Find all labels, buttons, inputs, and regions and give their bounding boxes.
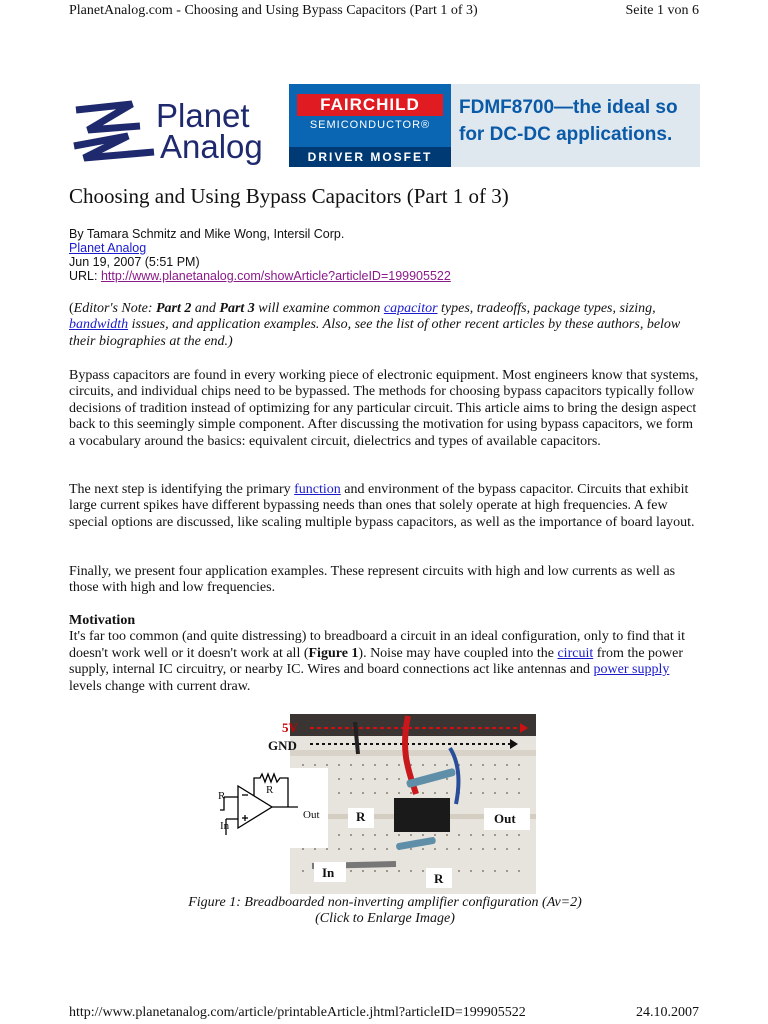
p2-text-b: and environment of the bypass capacitor. Circuits that exhibit large current spikes have different bypassing needs than ones that solely operate at high frequencies. A few special options are discussed, like scaling multiple bypass capacitors, as well as the importance of board layout.	[69, 482, 695, 530]
editors-note	[69, 301, 701, 350]
logo-line-2: Analog	[160, 128, 263, 165]
paragraph-2	[69, 482, 701, 531]
label-r-schem-top: R	[266, 784, 274, 796]
footer-url: http://www.planetanalog.com/article/printableArticle.jhtml?articleID=199905522	[69, 1005, 526, 1020]
note-text-3: issues, and application examples. Also, see the list of other recent articles by these authors, below their biographies at the end.)	[69, 317, 681, 349]
p2-text-a: The next step is identifying the primary	[69, 482, 295, 497]
function-link[interactable]: function	[294, 482, 341, 497]
logo-text	[156, 97, 263, 165]
article-url-link[interactable]: http://www.planetanalog.com/showArticle?articleID=199905522	[100, 269, 451, 283]
fairchild-sub: SEMICONDUCTOR®	[309, 119, 431, 131]
page-info: Seite 1 von 6	[625, 3, 699, 18]
doc-title: PlanetAnalog.com - Choosing and Using Bypass Capacitors (Part 1 of 3)	[69, 3, 478, 18]
motivation-heading: Motivation	[69, 613, 136, 628]
page-header	[69, 0, 699, 22]
figure-1-image[interactable]	[210, 714, 536, 894]
breadboard-illustration	[210, 714, 536, 894]
paragraph-3-text: Finally, we present four application examples. These represent circuits with high and low currents as well as those with high and low frequencies.	[69, 564, 676, 596]
page-footer	[69, 1005, 699, 1023]
ad-headline-1: FDMF8700—the ideal so	[459, 97, 678, 118]
article-meta	[69, 227, 451, 283]
label-r-photo2: R	[434, 871, 444, 886]
mot-text-a: It's far too common (and quite distressing) to breadboard a circuit in an ideal configuration, only to find that it doesn't work well or it doesn't work at all (	[69, 629, 686, 661]
note-and: and	[191, 301, 220, 316]
note-text-2: types, tradeoffs, package types, sizing,	[437, 301, 656, 316]
mot-text-c: from the power supply, internal IC circuitry, or nearby IC. Wires and board connections act like antennas and	[69, 645, 684, 678]
fairchild-brand: FAIRCHILD	[297, 94, 443, 116]
bandwidth-link[interactable]: bandwidth	[69, 317, 129, 333]
op-amp-chip	[394, 798, 450, 832]
fairchild-block	[289, 84, 451, 167]
mot-text-d: levels change with current draw.	[69, 678, 251, 694]
figure-caption-line-2[interactable]: (Click to Enlarge Image)	[315, 911, 455, 927]
paragraph-3	[69, 564, 701, 597]
driver-tag: DRIVER MOSFET	[289, 147, 451, 167]
footer-date: 24.10.2007	[636, 1005, 699, 1020]
motivation-section	[69, 613, 701, 695]
url-label: URL:	[69, 269, 101, 283]
ad-headline	[459, 94, 700, 148]
label-out-schem: Out	[303, 809, 320, 821]
paragraph-1-text: Bypass capacitors are found in every working piece of electronic equipment. Most engineers know that systems, circuits, and individual chips need to be bypassed. The methods for choosing bypass capacitors typically follow decisions of tradition instead of optimizing for any particular circuit. This article aims to bring the design aspect back to this seemingly simple component. After discussing the motivation for using bypass capacitors, we form a vocabulary around the basics: equivalent circuit, dielectrics and types of available capacitors.	[69, 368, 699, 449]
planet-analog-swoosh-icon	[70, 96, 160, 166]
source-link[interactable]: Planet Analog	[69, 241, 147, 255]
label-out-photo: Out	[494, 811, 516, 826]
label-in-schem: In	[220, 820, 230, 832]
byline: By Tamara Schmitz and Mike Wong, Intersil Corp.	[69, 227, 345, 241]
circuit-link[interactable]: circuit	[557, 645, 594, 661]
ad-headline-2: for DC-DC applications.	[459, 124, 673, 145]
label-r-photo1: R	[356, 809, 366, 824]
label-in-photo: In	[322, 865, 335, 880]
note-text-1: will examine common	[254, 301, 384, 316]
note-part2: Part 2	[156, 301, 192, 316]
figure-caption-line-1: Figure 1: Breadboarded non-inverting amplifier configuration (Av=2)	[188, 895, 582, 910]
note-label: Editor's Note:	[73, 301, 156, 316]
label-r-schem-left: R	[218, 790, 226, 802]
planet-analog-logo[interactable]	[70, 96, 280, 166]
logo-line-1: Planet	[156, 97, 250, 134]
note-paren: (	[69, 301, 74, 316]
mot-text-b: ). Noise may have coupled into the	[358, 645, 558, 661]
paragraph-1	[69, 368, 701, 450]
capacitor-link[interactable]: capacitor	[383, 301, 438, 316]
note-part3: Part 3	[219, 301, 255, 316]
article-title: Choosing and Using Bypass Capacitors (Part 1 of 3)	[69, 184, 509, 208]
article-date: Jun 19, 2007 (5:51 PM)	[69, 255, 200, 269]
label-5v: 5V	[282, 720, 298, 735]
figure-ref: Figure 1	[308, 645, 359, 661]
ad-banner[interactable]	[289, 84, 700, 167]
power-supply-link[interactable]: power supply	[593, 662, 670, 678]
figure-1-caption	[69, 895, 701, 928]
label-gnd: GND	[268, 738, 297, 753]
